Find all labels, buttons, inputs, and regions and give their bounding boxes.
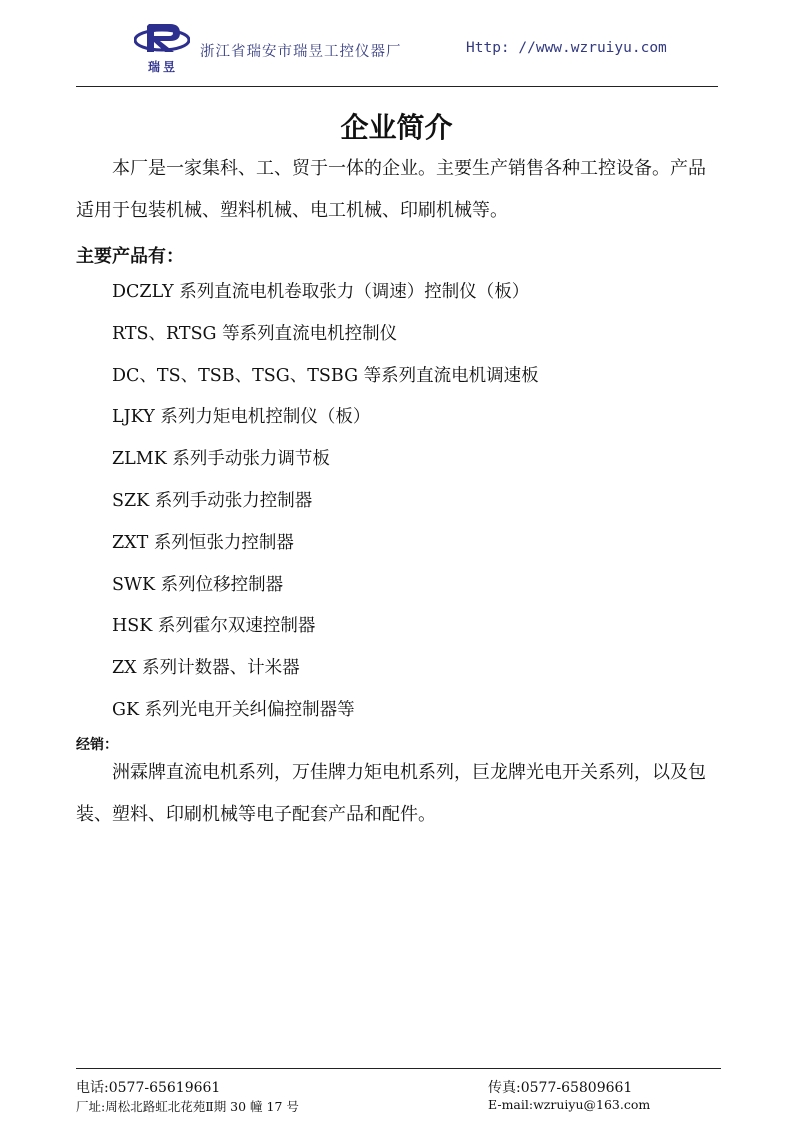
distribution-heading: 经销： [76, 737, 118, 753]
list-item: LJKY 系列力矩电机控制仪（板） [112, 407, 371, 428]
intro-text: 本厂是一家集科、工、贸于一体的企业。主要生产销售各种工控设备。产品适用于包装机械、塑料机械、电工机械、印刷机械等。 [76, 158, 706, 221]
product-list [112, 272, 539, 732]
footer-email[interactable]: E-mail:wzruiyu@163.com [488, 1097, 651, 1112]
footer-address: 厂址:周松北路虹北花苑Ⅱ期 30 幢 17 号 [76, 1099, 299, 1114]
list-item: SZK 系列手动张力控制器 [112, 490, 313, 511]
footer-fax: 传真:0577-65809661 [488, 1080, 633, 1096]
distribution-paragraph [76, 752, 718, 836]
list-item: ZX 系列计数器、计米器 [112, 658, 300, 679]
page-header [76, 14, 718, 87]
list-item: GK 系列光电开关纠偏控制器等 [112, 699, 355, 720]
list-item: DCZLY 系列直流电机卷取张力（调速）控制仪（板） [112, 282, 530, 302]
footer-divider [76, 1068, 721, 1069]
intro-paragraph [76, 148, 718, 232]
distribution-text: 洲霖牌直流电机系列，万佳牌力矩电机系列，巨龙牌光电开关系列，以及包装、塑料、印刷机械等电子配套产品和配件。 [76, 762, 706, 825]
page-title: 企业简介 [340, 111, 453, 144]
list-item: ZXT 系列恒张力控制器 [112, 532, 294, 553]
list-item: DC、TS、TSB、TSG、TSBG 等系列直流电机调速板 [112, 365, 539, 386]
list-item: ZLMK 系列手动张力调节板 [112, 449, 330, 470]
footer-phone: 电话:0577-65619661 [76, 1080, 221, 1096]
products-heading: 主要产品有： [76, 246, 184, 267]
list-item: SWK 系列位移控制器 [112, 574, 284, 595]
logo-text: 瑞昱 [147, 60, 178, 74]
website-link[interactable]: Http: //www.wzruiyu.com [466, 40, 667, 56]
list-item: HSK 系列霍尔双速控制器 [112, 616, 316, 637]
list-item: RTS、RTSG 等系列直流电机控制仪 [112, 323, 398, 344]
company-name: 浙江省瑞安市瑞昱工控仪器厂 [200, 44, 402, 60]
